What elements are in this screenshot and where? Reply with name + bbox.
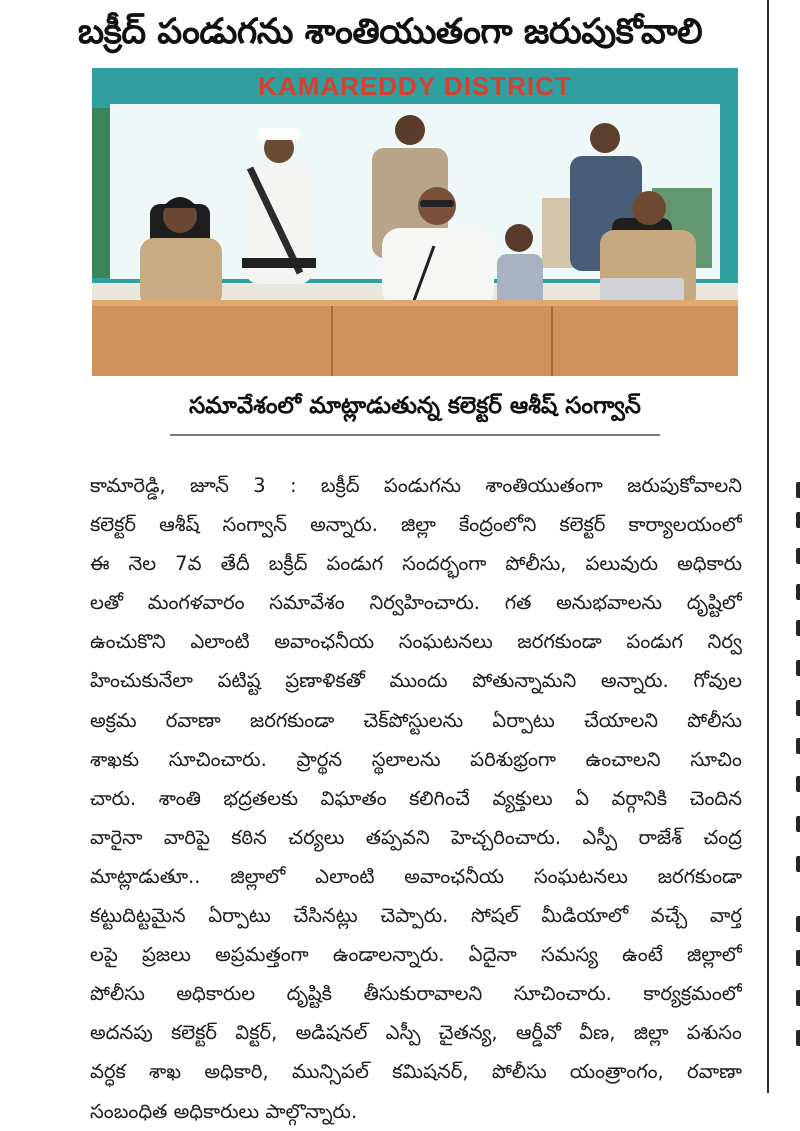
- article-line: కట్టుదిట్టమైన ఏర్పాటు చేసినట్లు చెప్పారు. సోషల్ మీడియాలో వచ్చే వార్త: [90, 904, 742, 928]
- text-fragment: [796, 700, 800, 716]
- text-fragment: [796, 660, 800, 676]
- text-fragment: [796, 512, 800, 528]
- article-line: కలెక్టర్ ఆశీష్ సంగ్వాన్ అన్నారు. జిల్లా కేంద్రంలోని కలెక్టర్ కార్యాలయంలో: [90, 513, 742, 537]
- text-fragment: [796, 548, 800, 564]
- meeting-photo-illustration: [92, 68, 738, 376]
- photo-caption: సమావేశంలో మాట్లాడుతున్న కలెక్టర్ ఆశీష్ సంగ్వాన్: [189, 393, 641, 419]
- article-headline: బక్రీద్ పండుగను శాంతియుతంగా జరుపుకోవాలి: [77, 12, 703, 52]
- text-fragment: [796, 950, 800, 966]
- column-divider: [767, 0, 769, 1093]
- article-line: పోలీసు అధికారుల దృష్టికి తీసుకురావాలని సూచించారు. కార్యక్రమంలో: [90, 982, 742, 1006]
- text-fragment: [796, 856, 800, 872]
- article-line: అక్రమ రవాణా జరగకుండా చెక్‌పోస్టులను ఏర్పాటు చేయాలని పోలీసు: [90, 708, 742, 732]
- text-fragment: [796, 584, 800, 600]
- text-fragment: [796, 620, 800, 636]
- article-body: [90, 466, 742, 1131]
- article-line: చారు. శాంతి భద్రతలకు విఘాతం కలిగించే వ్యక్తులు ఏ వర్గానికి చెందిన: [90, 786, 742, 810]
- text-fragment: [796, 1030, 800, 1046]
- article-line: మాట్లాడుతూ.. జిల్లాలో ఎలాంటి అవాంఛనీయ సంఘటనలు జరగకుండా: [90, 864, 742, 888]
- text-fragment: [796, 482, 800, 498]
- article-line: అదనపు కలెక్టర్ విక్టర్, అడిషనల్ ఎస్పీ చైతన్య, ఆర్డీవో వీణ, జిల్లా పశుసం: [90, 1021, 742, 1045]
- article-line: ఈ నెల 7వ తేదీ బక్రీద్ పండుగ సందర్భంగా పోలీసు, పలువురు అధికారు: [90, 552, 742, 576]
- article-line: సంబంధిత అధికారులు పాల్గొన్నారు.: [90, 1099, 358, 1123]
- article-line: వారైనా వారిపై కఠిన చర్యలు తప్పవని హెచ్చరించారు. ఎస్పీ రాజేశ్ చంద్ర: [90, 825, 742, 849]
- text-fragment: [796, 816, 800, 832]
- article-line: శాఖకు సూచించారు. ప్రార్థన స్థలాలను పరిశుభ్రంగా ఉంచాలని సూచిం: [90, 747, 742, 771]
- article-photo: [92, 68, 738, 376]
- article-line: వర్ధక శాఖ అధికారి, మున్సిపల్ కమిషనర్, పోలీసు యంత్రాంగం, రవాణా: [90, 1060, 742, 1084]
- article-line: హించుకునేలా పటిష్ట ప్రణాళికతో ముందు పోతున్నామని అన్నారు. గోవుల: [90, 669, 742, 693]
- text-fragment: [796, 990, 800, 1006]
- text-fragment: [796, 916, 800, 932]
- text-fragment: [796, 738, 800, 754]
- article-line: లపై ప్రజలు అప్రమత్తంగా ఉండాలన్నారు. ఏదైనా సమస్య ఉంటే జిల్లాలో: [90, 943, 742, 967]
- article-line: లతో మంగళవారం సమావేశం నిర్వహించారు. గత అనుభవాలను దృష్టిలో: [90, 591, 742, 615]
- article-line: కామారెడ్డి, జూన్ 3 : బక్రీద్ పండుగను శాంతియుతంగా జరుపుకోవాలని: [90, 474, 742, 497]
- text-fragment: [796, 776, 800, 792]
- banner-text: KAMAREDDY DISTRICT: [258, 71, 572, 101]
- caption-divider: [170, 434, 660, 436]
- adjacent-column-fragment: [770, 0, 800, 1093]
- article-line: ఉంచుకొని ఎలాంటి అవాంఛనీయ సంఘటనలు జరగకుండా పండుగ నిర్వ: [90, 630, 742, 654]
- conference-table: [92, 300, 738, 376]
